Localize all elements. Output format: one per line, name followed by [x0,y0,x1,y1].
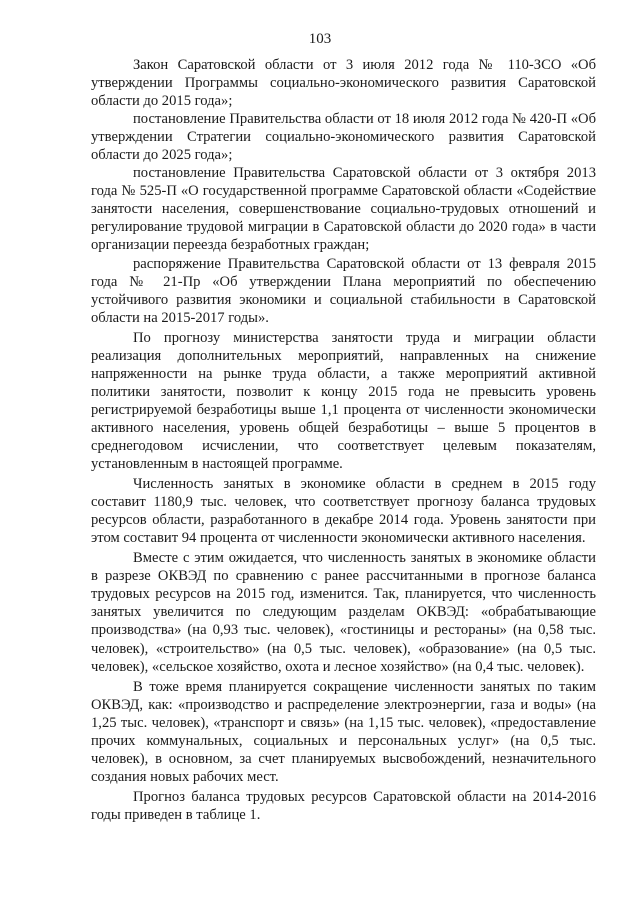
paragraph-law-110-zso: Закон Саратовской области от 3 июля 2012 года № 110-ЗСО «Об утверждении Программы социально-экономического развития Саратовской области до 2015 года»; [91,57,596,110]
paragraph-resolution-420-p: постановление Правительства области от 18 июля 2012 года № 420-П «Об утверждении Стратегии социально-экономического развития Саратовской области до 2025 года»; [91,111,596,164]
body-text [91,56,596,824]
paragraph-order-21-pr: распоряжение Правительства Саратовской области от 13 февраля 2015 года № 21-Пр «Об утверждении Плана мероприятий по обеспечению устойчивого развития экономики и социальной стабильности в Саратовской области на 2015-2017 годы». [91,255,596,326]
paragraph-unemployment-forecast: По прогнозу министерства занятости труда и миграции области реализация дополнительных мероприятий, направленных на снижение напряженности на рынке труда области, а также мероприятий активной политики занятости, позволит к концу 2015 года не превысить уровень регистрируемой безработицы выше 1,1 процента от численности экономически активного населения, уровень общей безработицы – выше 5 процентов в среднегодовом исчислении, что соответствует целевым показателям, установленным в настоящей программе. [91,329,596,473]
paragraph-okved-increase: Вместе с этим ожидается, что численность занятых в экономике области в разрезе ОКВЭД по сравнению с ранее рассчитанными в прогнозе баланса трудовых ресурсов на 2015 год, изменится. Так, планируется, что численность занятых увеличится по следующим разделам ОКВЭД: «обрабатывающие производства» (на 0,93 тыс. человек), «гостиницы и рестораны» (на 0,58 тыс. человек), «строительство» (на 0,5 тыс. человек), «образование» (на 0,5 тыс. человек), «сельское хозяйство, охота и лесное хозяйство» (на 0,4 тыс. человек). [91,550,596,675]
paragraph-table-reference: Прогноз баланса трудовых ресурсов Саратовской области на 2014-2016 годы приведен в таблице 1. [91,788,596,823]
paragraph-okved-decrease: В тоже время планируется сокращение численности занятых по таким ОКВЭД, как: «производство и распределение электроэнергии, газа и воды» (на 1,25 тыс. человек), «транспорт и связь» (на 1,15 тыс. человек), «предоставление прочих коммунальных, социальных и персональных услуг» (на 0,5 тыс. человек), в основном, за счет планируемых высвобождений, незначительного создания новых рабочих мест. [91,678,596,785]
paragraph-resolution-525-p: постановление Правительства Саратовской области от 3 октября 2013 года № 525-П «О государственной программе Саратовской области «Содействие занятости населения, совершенствование социально-трудовых отношений и регулирование трудовой миграции в Саратовской области до 2020 года» в части организации переезда безработных граждан; [91,165,596,254]
paragraph-employment-2015: Численность занятых в экономике области в среднем в 2015 году составит 1180,9 тыс. человек, что соответствует прогнозу баланса трудовых ресурсов области, разработанного в декабре 2014 года. Уровень занятости при этом составит 94 процента от численности экономически активного населения. [91,476,596,547]
page-number: 103 [308,31,332,47]
